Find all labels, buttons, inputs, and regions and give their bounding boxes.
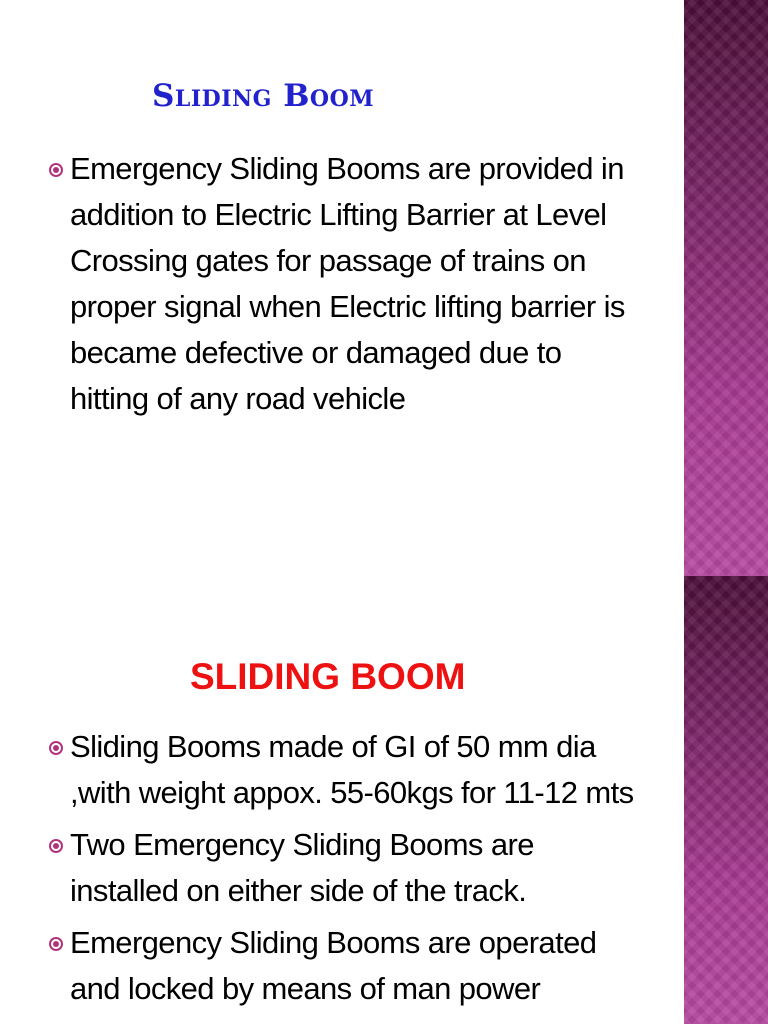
bullet-item <box>46 146 642 422</box>
bullet-item <box>46 724 642 816</box>
slide-2-title: SLIDING BOOM <box>190 656 466 697</box>
circled-dot-bullet-icon <box>49 937 63 951</box>
decorative-side-band <box>684 576 768 1024</box>
decorative-side-band <box>684 0 768 576</box>
bullet-text: Emergency Sliding Booms are provided in addition to Electric Lifting Barrier at Level Crossing gates for passage of trains on proper signal when Electric lifting barrier is became defective or damaged due to hitting of any road vehicle <box>70 151 625 416</box>
slide-2 <box>0 576 768 1024</box>
bullet-text: Emergency Sliding Booms are operated and locked by means of man power <box>70 925 597 1006</box>
bullet-text: Two Emergency Sliding Booms are installed on either side of the track. <box>70 827 534 908</box>
circled-dot-bullet-icon <box>49 839 63 853</box>
slide-2-bullet-list <box>46 724 642 1018</box>
circled-dot-bullet-icon <box>49 163 63 177</box>
bullet-text: Sliding Booms made of GI of 50 mm dia ,with weight appox. 55-60kgs for 11-12 mts <box>70 729 634 810</box>
slide-1-title: Sliding Boom <box>152 78 375 114</box>
bullet-item <box>46 822 642 914</box>
bullet-item <box>46 920 642 1012</box>
slide-1-bullet-list <box>46 146 642 428</box>
circled-dot-bullet-icon <box>49 741 63 755</box>
